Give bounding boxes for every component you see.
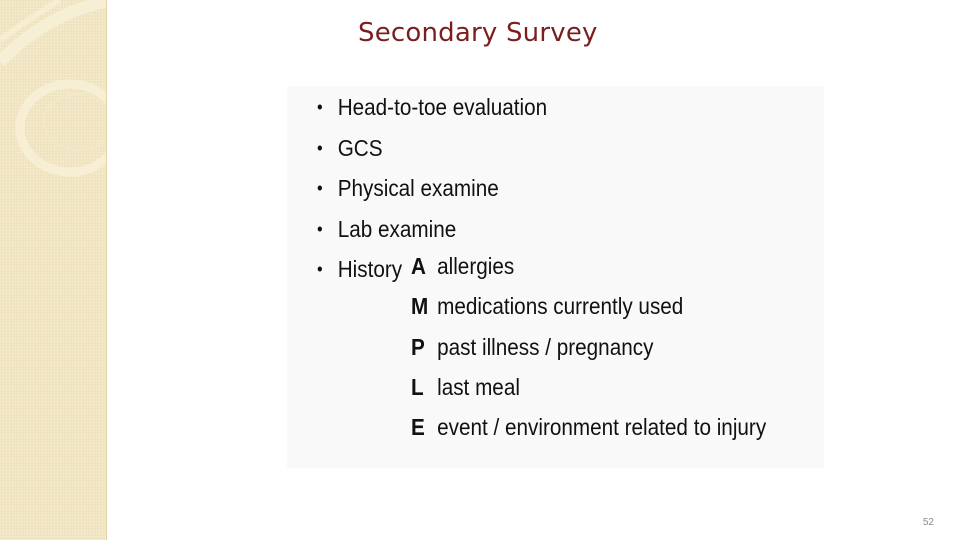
bullet-text: Lab examine (337, 215, 457, 242)
mnemonic-item (411, 332, 766, 372)
mnemonic-text: event / environment related to injury (437, 414, 767, 441)
mnemonic-text: medications currently used (437, 293, 684, 320)
history-label: History (337, 256, 403, 282)
history-mnemonic-list (411, 251, 806, 452)
mnemonic-letter: M (411, 293, 429, 320)
mnemonic-item (411, 412, 766, 452)
mnemonic-item (411, 251, 766, 291)
bullet-text: Head-to-toe evaluation (337, 94, 548, 120)
mnemonic-letter: L (411, 373, 424, 400)
mnemonic-text: last meal (437, 373, 520, 400)
bullet-dot-icon: • (317, 218, 323, 239)
bullet-dot-icon: • (317, 97, 323, 117)
bullet-item (317, 133, 547, 174)
bullet-text: GCS (337, 134, 383, 161)
decorative-side-panel (0, 0, 107, 540)
bullet-dot-icon: • (317, 137, 323, 158)
mnemonic-item (411, 291, 766, 331)
slide-title: Secondary Survey (358, 18, 598, 48)
mnemonic-item (411, 372, 766, 412)
bullet-dot-icon: • (317, 259, 323, 279)
bullet-item (317, 92, 547, 133)
bullet-text: Physical examine (337, 175, 499, 201)
content-image (287, 86, 824, 468)
mnemonic-letter: A (411, 253, 426, 279)
bullet-item (317, 173, 547, 214)
bullet-item (317, 214, 547, 255)
bullet-dot-icon: • (317, 178, 323, 198)
page-number: 52 (922, 517, 934, 528)
mnemonic-text: allergies (437, 253, 515, 279)
mnemonic-text: past illness / pregnancy (437, 333, 654, 360)
mnemonic-letter: P (411, 333, 425, 360)
decorative-swirl-graphic (0, 0, 106, 200)
mnemonic-letter: E (411, 414, 425, 441)
